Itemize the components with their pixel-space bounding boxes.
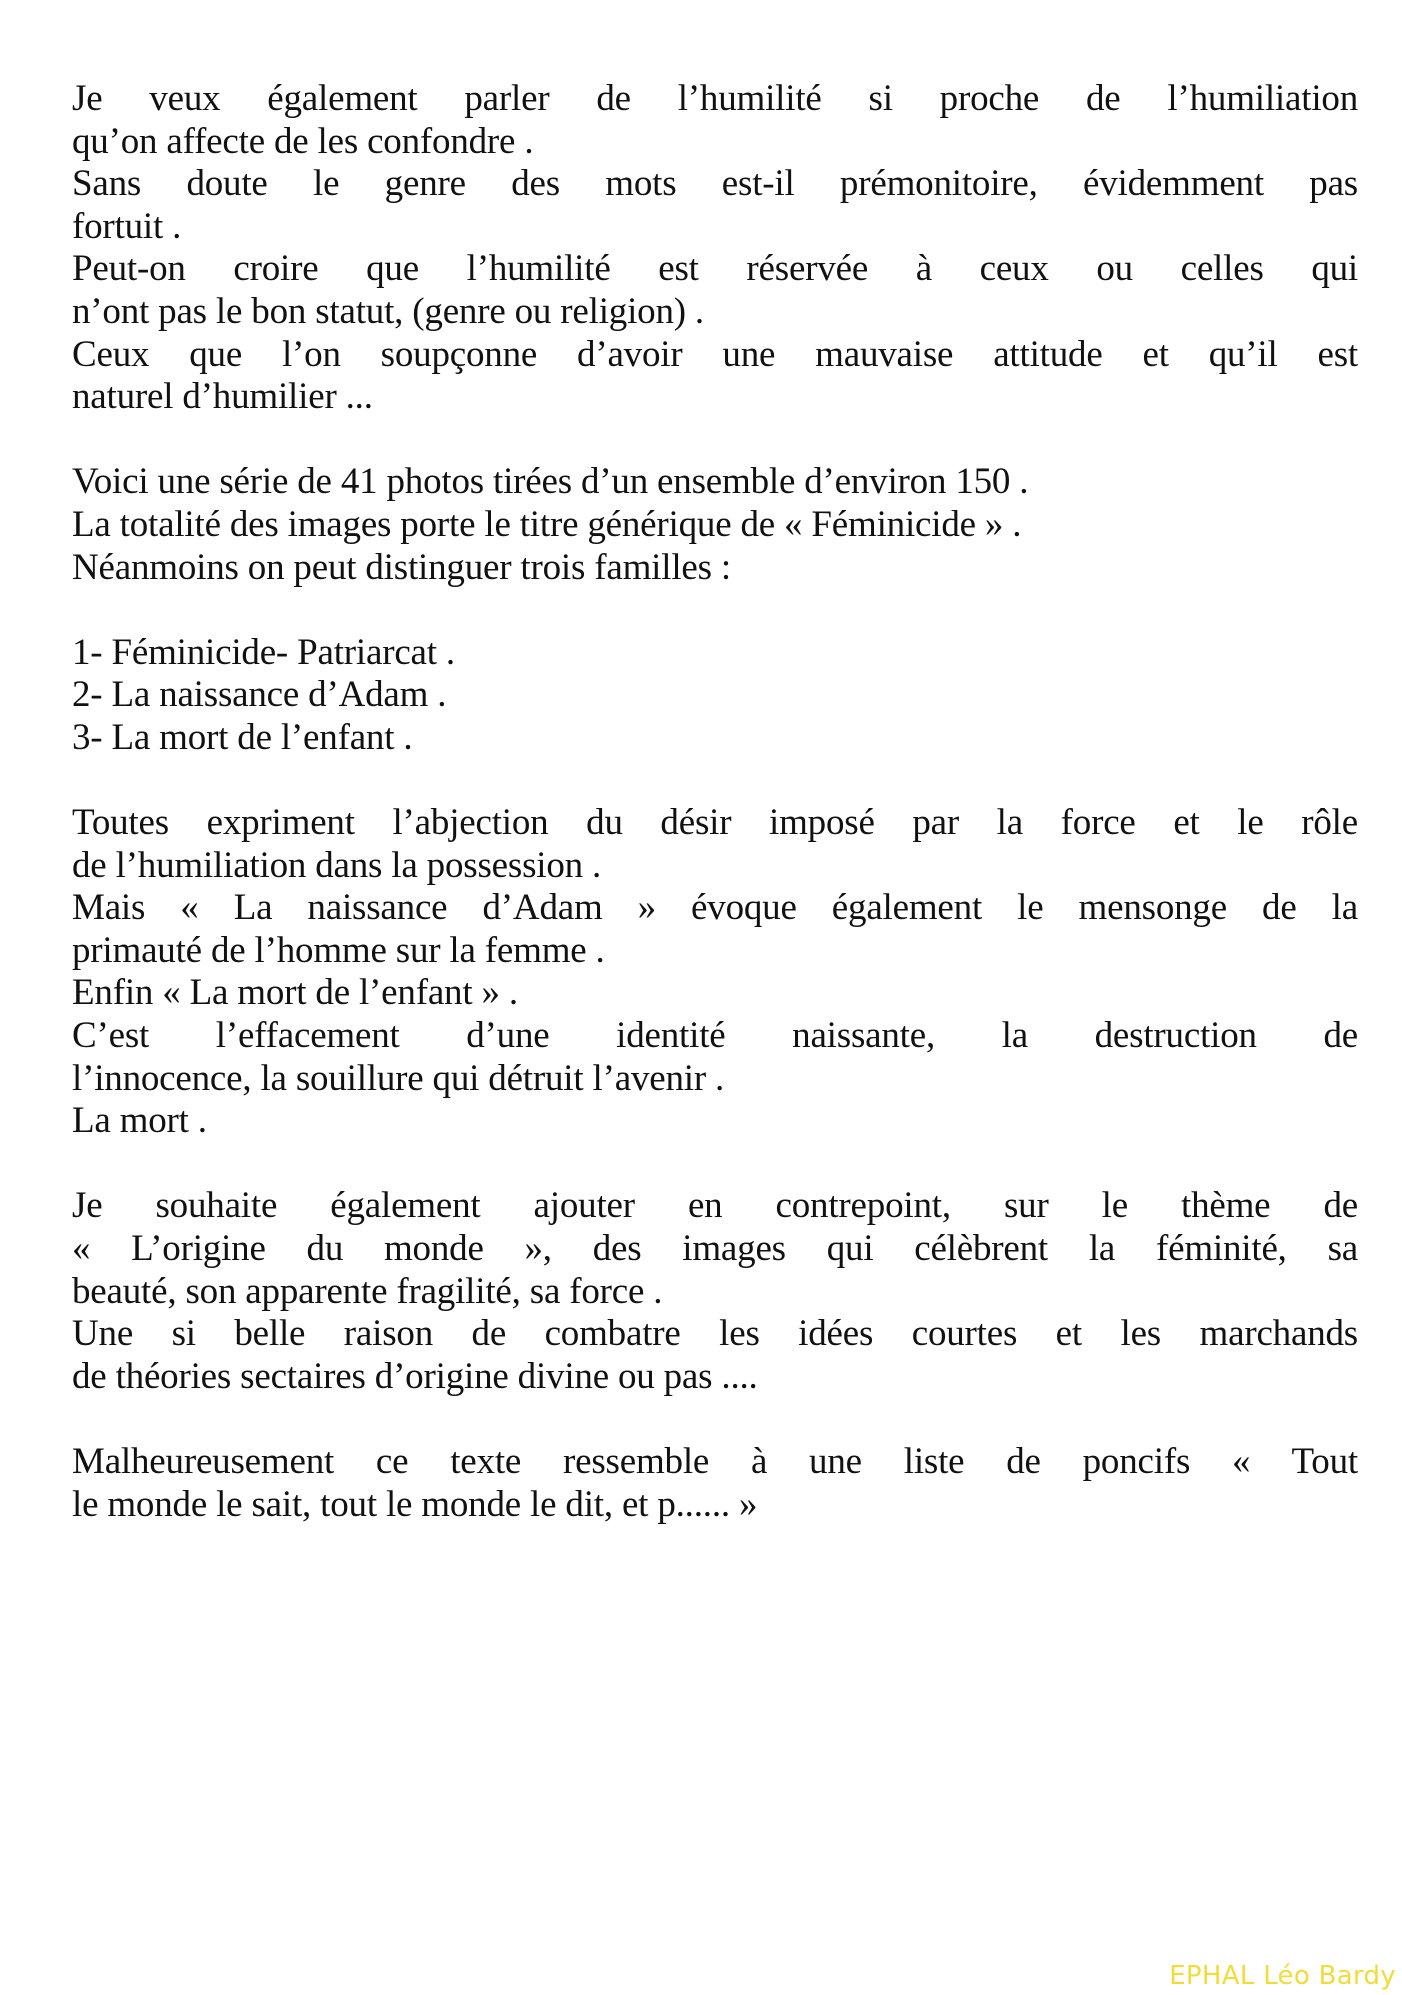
text-line: Ceux que l’on soupçonne d’avoir une mauvaise attitude et qu’il est	[72, 333, 1358, 375]
text-line: fortuit .	[72, 205, 182, 247]
paragraph	[72, 78, 1358, 419]
text-line: Voici une série de 41 photos tirées d’un ensemble d’environ 150 .	[72, 461, 1029, 503]
paragraph	[72, 1441, 1358, 1526]
text-line: le monde le sait, tout le monde le dit, et p...... »	[72, 1483, 758, 1525]
text-line: Je souhaite également ajouter en contrepoint, sur le thème de	[72, 1185, 1358, 1227]
paragraph	[72, 461, 1358, 589]
text-line: Enfin « La mort de l’enfant » .	[72, 972, 518, 1014]
text-line: Mais « La naissance d’Adam » évoque également le mensonge de la	[72, 887, 1358, 929]
text-line: 2- La naissance d’Adam .	[72, 674, 447, 716]
text-line: Malheureusement ce texte ressemble à une liste de poncifs « Tout	[72, 1441, 1358, 1482]
text-line: La mort .	[72, 1100, 207, 1142]
text-line: Peut-on croire que l’humilité est réservée à ceux ou celles qui	[72, 248, 1358, 290]
paragraph	[72, 802, 1358, 1143]
text-line: qu’on affecte de les confondre .	[72, 120, 534, 162]
text-line: La totalité des images porte le titre générique de « Féminicide » .	[72, 503, 1022, 545]
text-line: Une si belle raison de combatre les idées courtes et les marchands	[72, 1313, 1358, 1355]
text-line: de l’humiliation dans la possession .	[72, 844, 602, 886]
text-line: n’ont pas le bon statut, (genre ou religion) .	[72, 290, 704, 332]
text-line: primauté de l’homme sur la femme .	[72, 929, 605, 971]
signature-watermark: EPHAL Léo Bardy	[1169, 1961, 1396, 1991]
paragraph	[72, 1185, 1358, 1398]
text-line: de théories sectaires d’origine divine ou pas ....	[72, 1355, 758, 1397]
text-line: Néanmoins on peut distinguer trois familles :	[72, 546, 731, 588]
text-line: Toutes expriment l’abjection du désir imposé par la force et le rôle	[72, 802, 1358, 844]
text-line: naturel d’humilier ...	[72, 376, 373, 418]
text-line: beauté, son apparente fragilité, sa force .	[72, 1270, 663, 1312]
text-line: Sans doute le genre des mots est-il prémonitoire, évidemment pas	[72, 163, 1358, 205]
text-line: l’innocence, la souillure qui détruit l’avenir .	[72, 1057, 725, 1099]
paragraph	[72, 632, 1358, 760]
text-line: 3- La mort de l’enfant .	[72, 716, 413, 758]
text-line: « L’origine du monde », des images qui célèbrent la féminité, sa	[72, 1228, 1358, 1270]
text-line: C’est l’effacement d’une identité naissante, la destruction de	[72, 1015, 1358, 1057]
text-line: Je veux également parler de l’humilité si proche de l’humiliation	[72, 78, 1358, 119]
text-line: 1- Féminicide- Patriarcat .	[72, 631, 455, 673]
document-body	[72, 78, 1358, 1569]
